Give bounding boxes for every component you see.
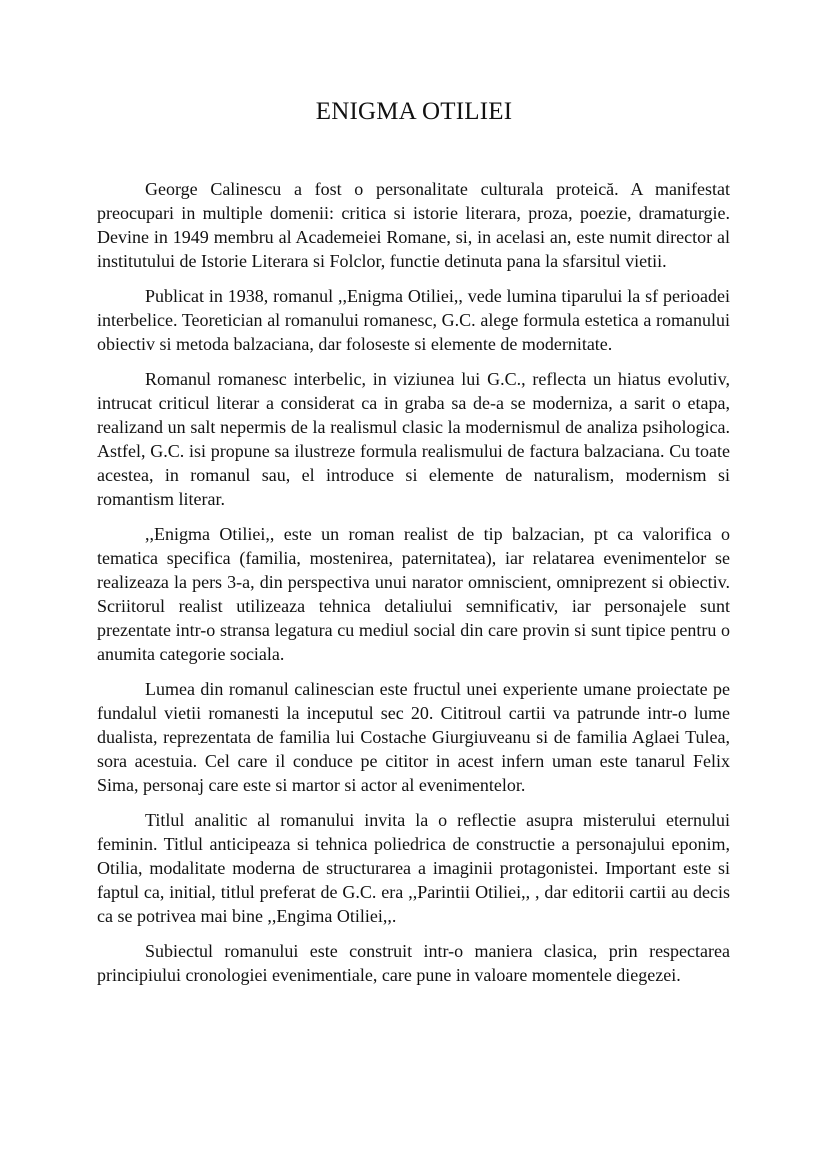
paragraph-3: Romanul romanesc interbelic, in viziunea lui G.C., reflecta un hiatus evolutiv, intrucat criticul literar a considerat ca in graba sa de-a se moderniza, a sarit o etapa, realizand un salt nepermis de la realismul clasic la modernismul de analiza psihologica. Astfel, G.C. isi propune sa ilustreze formula realismului de factura balzaciana. Cu toate acestea, in romanul sau, el introduce si elemente de naturalism, modernism si romantism literar. bbox=[97, 369, 730, 509]
paragraph-6: Titlul analitic al romanului invita la o reflectie asupra misterului eternului feminin. Titlul anticipeaza si tehnica poliedrica de constructie a personajului eponim, Otilia, modalitate moderna de structurarea a imaginii protagonistei. Important este si faptul ca, initial, titlul preferat de G.C. era ,,Parintii Otiliei,, , dar editorii cartii au decis ca se potrivea mai bine ,,Engima Otiliei,,. bbox=[97, 810, 730, 926]
paragraph-7: Subiectul romanului este construit intr-o maniera clasica, prin respectarea principiului cronologiei evenimentiale, care pune in valoare momentele diegezei. bbox=[97, 941, 730, 985]
paragraph-2: Publicat in 1938, romanul ,,Enigma Otiliei,, vede lumina tiparului la sf perioadei interbelice. Teoretician al romanului romanesc, G.C. alege formula estetica a romanului obiectiv si metoda balzaciana, dar foloseste si elemente de modernitate. bbox=[97, 286, 730, 354]
paragraph-4: ,,Enigma Otiliei,, este un roman realist de tip balzacian, pt ca valorifica o tematica specifica (familia, mostenirea, paternitatea), iar relatarea evenimentelor se realizeaza la pers 3-a, din perspectiva unui narator omniscient, omniprezent si obiectiv. Scriitorul realist utilizeaza tehnica detaliului semnificativ, iar personajele sunt prezentate intr-o stransa legatura cu mediul social din care provin si sunt tipice pentru o anumita categorie sociala. bbox=[97, 524, 730, 664]
document-body bbox=[97, 177, 730, 998]
document-title: ENIGMA OTILIEI bbox=[315, 98, 513, 125]
paragraph-1: George Calinescu a fost o personalitate culturala proteică. A manifestat preocupari in multiple domenii: critica si istorie literara, proza, poezie, dramaturgie. Devine in 1949 membru al Academeiei Romane, si, in acelasi an, este numit director al institutului de Istorie Literara si Folclor, functie detinuta pana la sfarsitul vietii. bbox=[97, 179, 730, 271]
paragraph-5: Lumea din romanul calinescian este fructul unei experiente umane proiectate pe fundalul vietii romanesti la inceputul sec 20. Cititroul cartii va patrunde intr-o lume dualista, reprezentata de familia lui Costache Giurgiuveanu si de familia Aglaei Tulea, sora acestuia. Cel care il conduce pe cititor in acest infern uman este tanarul Felix Sima, personaj care este si martor si actor al evenimentelor. bbox=[97, 679, 730, 795]
